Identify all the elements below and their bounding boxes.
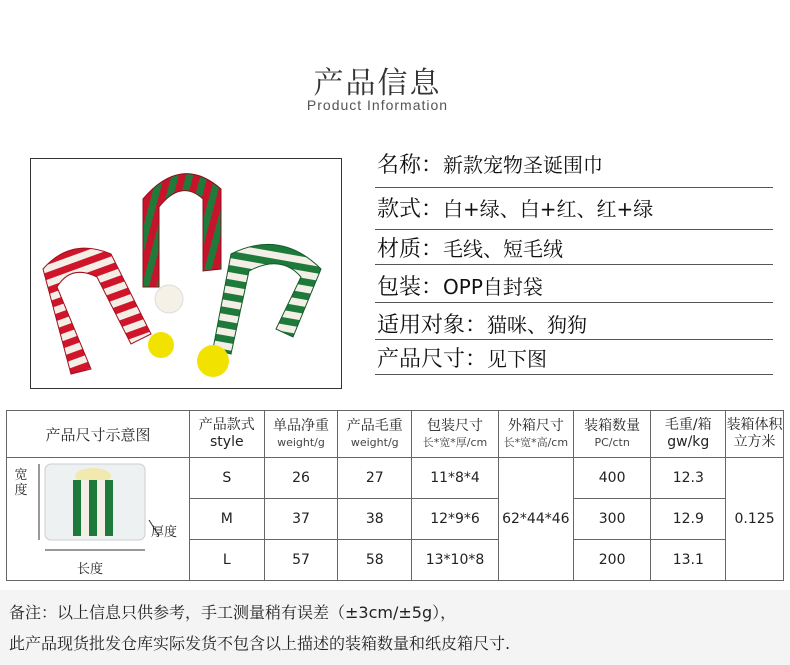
table-cell: 37 (264, 499, 338, 539)
info-value: 白+绿、白+红、红+绿 (443, 197, 654, 221)
header-cell (726, 411, 784, 458)
thickness-label: 厚度 (151, 525, 178, 540)
header-main: 毛重/箱 (664, 417, 712, 433)
divider (375, 229, 773, 230)
header-sub: PC/ctn (594, 436, 630, 449)
table-cell: 11*8*4 (412, 458, 499, 499)
info-value: 猫咪、狗狗 (487, 313, 588, 337)
table-row (7, 458, 784, 499)
info-value: 见下图 (487, 347, 548, 371)
info-row-size (377, 342, 773, 375)
table-cell: 58 (338, 539, 412, 580)
info-label: 包装： (377, 275, 444, 300)
table-header-row (7, 411, 784, 458)
product-photo (30, 158, 342, 389)
diagram-header: 产品尺寸示意图 (7, 411, 190, 458)
header-cell (338, 411, 412, 458)
divider (375, 302, 773, 303)
table-cell: 13*10*8 (412, 539, 499, 580)
header-sub: weight/g (350, 436, 399, 449)
divider (375, 187, 773, 188)
header-cell (651, 411, 726, 458)
page-subtitle: Product Information (306, 97, 449, 113)
info-value: 新款宠物圣诞围巾 (443, 153, 604, 177)
header-cell (412, 411, 499, 458)
info-value: 毛线、短毛绒 (443, 237, 564, 261)
table-cell: 12*9*6 (412, 499, 499, 539)
info-row-name (377, 148, 773, 188)
table-cell: 27 (338, 458, 412, 499)
header-main: 外箱尺寸 (507, 418, 564, 434)
size-diagram (7, 458, 190, 581)
header-main: 产品毛重 (346, 418, 403, 434)
width-label: 宽度 (14, 468, 28, 498)
table-cell: 12.9 (651, 499, 726, 539)
note-line-1: 备注：以上信息只供参考，手工测量稍有误差（±3cm/±5g）， (9, 603, 457, 622)
info-label: 材质： (377, 237, 444, 262)
header-sub: 长*宽*高/cm (503, 436, 569, 449)
table-cell: 400 (573, 458, 651, 499)
info-row-style (377, 192, 773, 230)
header-sub: 长*宽*厚/cm (422, 436, 488, 449)
table-cell: 38 (338, 499, 412, 539)
info-label: 款式： (377, 197, 444, 222)
table-cell: M (190, 499, 265, 539)
table-cell: 200 (573, 539, 651, 580)
note-box (0, 590, 790, 665)
note-line-2: 此产品现货批发仓库实际发货不包含以上描述的装箱数量和纸皮箱尺寸. (9, 634, 511, 653)
header-cell (264, 411, 338, 458)
header-sub: weight/g (277, 436, 325, 449)
header-sub: 立方米 (733, 434, 776, 450)
info-row-material (377, 232, 773, 265)
length-label: 长度 (77, 562, 104, 577)
header-main: 包装尺寸 (427, 418, 483, 434)
divider (375, 264, 773, 265)
spec-table (6, 410, 784, 581)
header-main: 装箱数量 (584, 418, 641, 434)
table-cell: L (190, 539, 265, 580)
carton-size-cell: 62*44*46 (498, 458, 573, 581)
table-cell: S (190, 458, 265, 499)
info-row-target (377, 308, 773, 340)
header-main: 单品净重 (272, 418, 329, 434)
scarves-illustration (31, 159, 341, 388)
header-sub: gw/kg (667, 434, 710, 450)
table-cell: 300 (573, 499, 651, 539)
table-cell: 12.3 (651, 458, 726, 499)
page-title: 产品信息 (313, 66, 442, 101)
divider (375, 374, 773, 375)
info-label: 名称： (377, 153, 444, 178)
table-cell: 57 (264, 539, 338, 580)
volume-cell: 0.125 (726, 458, 784, 581)
info-value: OPP自封袋 (443, 275, 543, 299)
divider (375, 339, 773, 340)
header-sub: style (210, 434, 244, 450)
info-label: 适用对象： (377, 313, 488, 338)
header-main: 装箱体积 (726, 417, 783, 433)
info-row-package (377, 270, 773, 303)
header-cell (190, 411, 265, 458)
header-main: 产品款式 (198, 417, 255, 433)
table-cell: 13.1 (651, 539, 726, 580)
table-cell: 26 (264, 458, 338, 499)
header-cell (573, 411, 651, 458)
info-label: 产品尺寸： (377, 347, 488, 372)
header-cell (498, 411, 573, 458)
